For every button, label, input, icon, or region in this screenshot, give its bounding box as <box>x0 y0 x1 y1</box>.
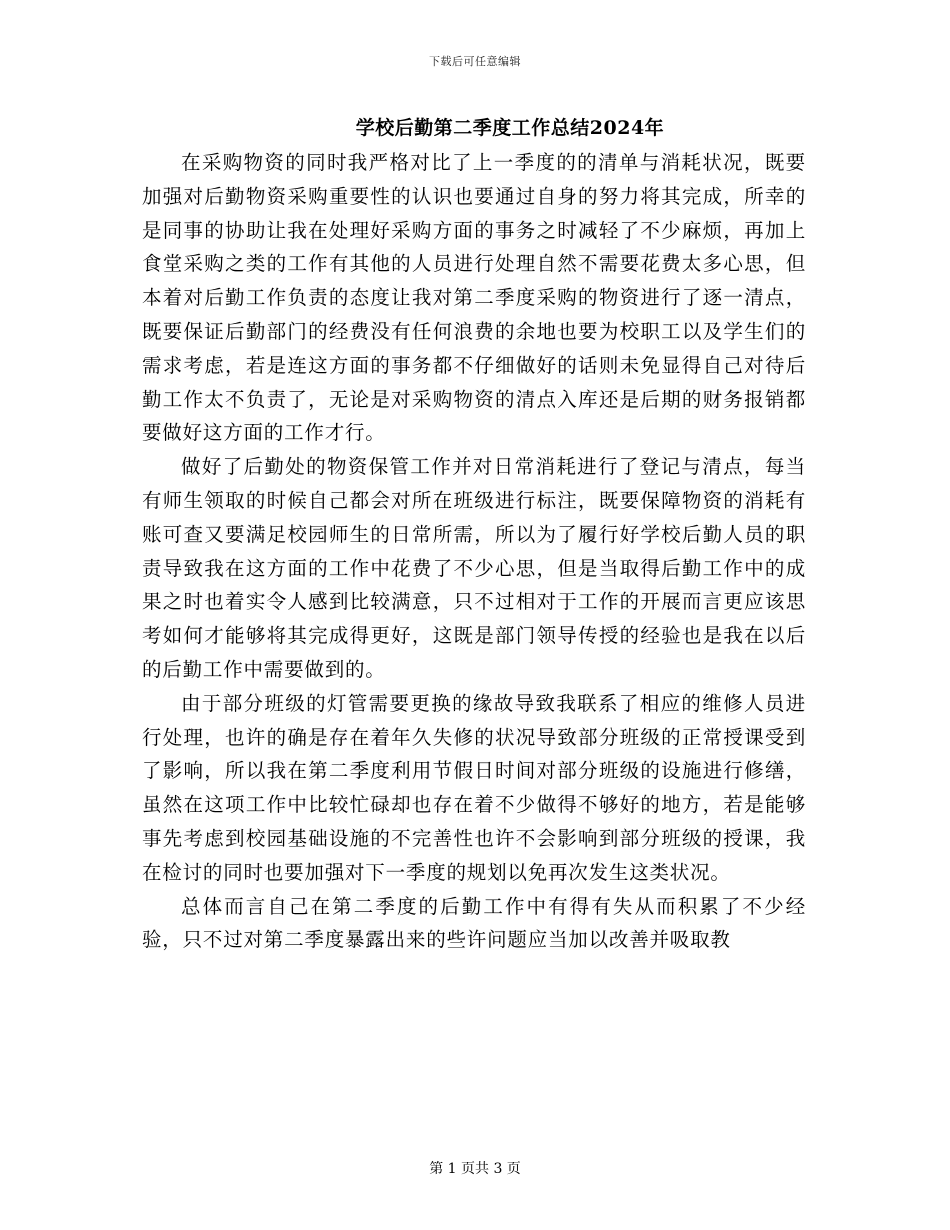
header-note: 下载后可任意编辑 <box>429 55 521 68</box>
document-body <box>142 146 806 957</box>
document-title: 学校后勤第二季度工作总结2024年 <box>355 117 665 139</box>
paragraph-2: 做好了后勤处的物资保管工作并对日常消耗进行了登记与清点，每当有师生领取的时候自己都会对所在班级进行标注，既要保障物资的消耗有账可查又要满足校园师生的日常所需，所以为了履行好学校后勤人员的职责导致我在这方面的工作中花费了不少心思，但是当取得后勤工作中的成果之时也着实令人感到比较满意，只不过相对于工作的开展而言更应该思考如何才能够将其完成得更好，这既是部门领导传授的经验也是我在以后的后勤工作中需要做到的。 <box>142 455 806 681</box>
paragraph-1: 在采购物资的同时我严格对比了上一季度的的清单与消耗状况，既要加强对后勤物资采购重要性的认识也要通过自身的努力将其完成，所幸的是同事的协助让我在处理好采购方面的事务之时减轻了不少麻烦，再加上食堂采购之类的工作有其他的人员进行处理自然不需要花费太多心思，但本着对后勤工作负责的态度让我对第二季度采购的物资进行了逐一清点，既要保证后勤部门的经费没有任何浪费的余地也要为校职工以及学生们的需求考虑，若是连这方面的事务都不仔细做好的话则未免显得自己对待后勤工作太不负责了，无论是对采购物资的清点入库还是后期的财务报销都要做好这方面的工作才行。 <box>142 151 806 445</box>
paragraph-3: 由于部分班级的灯管需要更换的缘故导致我联系了相应的维修人员进行处理，也许的确是存在着年久失修的状况导致部分班级的正常授课受到了影响，所以我在第二季度利用节假日时间对部分班级的设施进行修缮，虽然在这项工作中比较忙碌却也存在着不少做得不够好的地方，若是能够事先考虑到校园基础设施的不完善性也许不会影响到部分班级的授课，我在检讨的同时也要加强对下一季度的规划以免再次发生这类状况。 <box>142 691 806 884</box>
paragraph-4: 总体而言自己在第二季度的后勤工作中有得有失从而积累了不少经验，只不过对第二季度暴露出来的些许问题应当加以改善并吸取教 <box>142 894 806 952</box>
page-footer: 第 1 页共 3 页 <box>429 1161 521 1177</box>
